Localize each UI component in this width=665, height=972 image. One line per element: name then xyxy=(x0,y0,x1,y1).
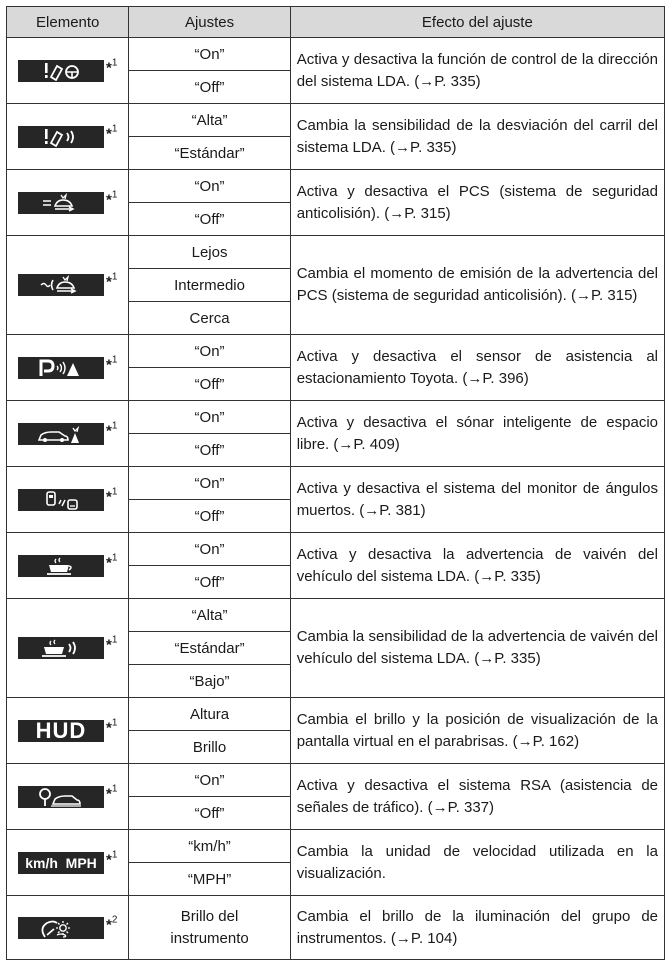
footnote-star: * xyxy=(106,487,112,505)
setting-option: “On” xyxy=(129,467,290,500)
footnote-star: * xyxy=(106,273,112,291)
element-cell xyxy=(7,896,129,960)
table-body xyxy=(7,38,665,960)
footnote-marker xyxy=(106,355,117,373)
footnote-number: 1 xyxy=(111,56,118,68)
setting-option: “Off” xyxy=(129,203,290,236)
lda-sensitivity-icon xyxy=(18,126,104,148)
icon-label: HUD xyxy=(35,717,87,743)
clearance-sonar-icon xyxy=(18,423,104,445)
element-cell xyxy=(7,830,129,896)
settings-table xyxy=(6,6,665,960)
setting-option: Cerca xyxy=(129,302,290,335)
setting-option: “MPH” xyxy=(129,863,290,896)
footnote-marker xyxy=(106,784,117,802)
footnote-marker xyxy=(106,718,117,736)
effect-description: Cambia la sensibilidad de la desviación del carril del sistema LDA. (→P. 335) xyxy=(290,104,664,170)
element-wrap xyxy=(7,698,128,763)
table-row xyxy=(7,401,665,434)
table-row xyxy=(7,896,665,960)
setting-option: “km/h” xyxy=(129,830,290,863)
footnote-number: 1 xyxy=(111,485,118,497)
setting-option: “Off” xyxy=(129,368,290,401)
footnote-number: 1 xyxy=(111,634,118,646)
effect-description: Activa y desactiva la función de control de la dirección del sistema LDA. (→P. 335) xyxy=(290,38,664,104)
element-cell xyxy=(7,38,129,104)
effect-description: Cambia la sensibilidad de la advertencia de vaivén del vehículo del sistema LDA. (→P. 335) xyxy=(290,599,664,698)
footnote-star: * xyxy=(106,124,112,142)
pcs-timing-icon xyxy=(18,274,104,296)
element-wrap xyxy=(7,896,128,959)
footnote-marker xyxy=(106,915,117,933)
footnote-star: * xyxy=(106,718,112,736)
element-cell xyxy=(7,335,129,401)
element-cell xyxy=(7,533,129,599)
element-wrap xyxy=(7,764,128,829)
element-cell xyxy=(7,236,129,335)
footnote-marker xyxy=(106,850,117,868)
table-row xyxy=(7,335,665,368)
element-cell xyxy=(7,104,129,170)
hud-icon xyxy=(18,717,104,743)
speed-unit-icon xyxy=(18,852,104,874)
footnote-marker xyxy=(106,553,117,571)
table-row xyxy=(7,830,665,863)
footnote-star: * xyxy=(106,784,112,802)
sway-sensitivity-icon xyxy=(18,637,104,659)
element-wrap xyxy=(7,335,128,400)
element-wrap xyxy=(7,830,128,895)
effect-description: Activa y desactiva la advertencia de vaivén del vehículo del sistema LDA. (→P. 335) xyxy=(290,533,664,599)
table-row xyxy=(7,104,665,137)
icon-label: km/h MPH xyxy=(25,854,97,871)
element-wrap xyxy=(7,599,128,697)
setting-option: “Estándar” xyxy=(129,137,290,170)
setting-option: “On” xyxy=(129,335,290,368)
setting-option: “On” xyxy=(129,764,290,797)
effect-description: Cambia el momento de emisión de la advertencia del PCS (sistema de seguridad anticolisión). (→P. 315) xyxy=(290,236,664,335)
footnote-star: * xyxy=(106,553,112,571)
setting-option: “On” xyxy=(129,38,290,71)
element-wrap xyxy=(7,38,128,103)
footnote-marker xyxy=(106,272,117,290)
effect-description: Activa y desactiva el sistema RSA (asistencia de señales de tráfico). (→P. 337) xyxy=(290,764,664,830)
setting-option: “Off” xyxy=(129,797,290,830)
element-wrap xyxy=(7,533,128,598)
effect-description: Cambia la unidad de velocidad utilizada en la visualización. xyxy=(290,830,664,896)
setting-option: Lejos xyxy=(129,236,290,269)
element-cell xyxy=(7,467,129,533)
settings-document xyxy=(6,6,665,960)
footnote-star: * xyxy=(106,636,112,654)
element-wrap xyxy=(7,104,128,169)
footnote-number: 1 xyxy=(111,419,118,431)
blind-spot-icon xyxy=(18,489,104,511)
effect-description: Activa y desactiva el sensor de asistencia al estacionamiento Toyota. (→P. 396) xyxy=(290,335,664,401)
setting-option: “Alta” xyxy=(129,599,290,632)
setting-option: “Off” xyxy=(129,434,290,467)
footnote-number: 1 xyxy=(111,271,118,283)
setting-option: Brillo xyxy=(129,731,290,764)
footnote-number: 2 xyxy=(111,913,118,925)
table-row xyxy=(7,698,665,731)
footnote-number: 1 xyxy=(111,551,118,563)
footnote-number: 1 xyxy=(111,122,118,134)
effect-description: Cambia el brillo y la posición de visualización de la pantalla virtual en el parabrisas. (→P. 162) xyxy=(290,698,664,764)
sway-warning-icon xyxy=(18,555,104,577)
setting-option: “Bajo” xyxy=(129,665,290,698)
effect-description: Cambia el brillo de la iluminación del grupo de instrumentos. (→P. 104) xyxy=(290,896,664,960)
setting-option: “Off” xyxy=(129,500,290,533)
effect-description: Activa y desactiva el PCS (sistema de seguridad anticolisión). (→P. 315) xyxy=(290,170,664,236)
setting-option: “On” xyxy=(129,170,290,203)
table-row xyxy=(7,170,665,203)
footnote-star: * xyxy=(106,850,112,868)
footnote-star: * xyxy=(106,421,112,439)
table-row xyxy=(7,599,665,632)
table-row xyxy=(7,38,665,71)
setting-option: “Off” xyxy=(129,566,290,599)
header-row xyxy=(7,7,665,38)
footnote-number: 1 xyxy=(111,188,118,200)
element-cell xyxy=(7,170,129,236)
footnote-marker xyxy=(106,58,117,76)
setting-option: “Estándar” xyxy=(129,632,290,665)
footnote-marker xyxy=(106,487,117,505)
table-row xyxy=(7,764,665,797)
setting-option: “Off” xyxy=(129,71,290,104)
element-wrap xyxy=(7,401,128,466)
element-cell xyxy=(7,698,129,764)
table-row xyxy=(7,236,665,269)
footnote-marker xyxy=(106,421,117,439)
setting-option: Altura xyxy=(129,698,290,731)
footnote-star: * xyxy=(106,190,112,208)
footnote-marker xyxy=(106,124,117,142)
header-element: Elemento xyxy=(7,7,129,38)
table-row xyxy=(7,467,665,500)
footnote-star: * xyxy=(106,915,112,933)
setting-option: “On” xyxy=(129,533,290,566)
element-cell xyxy=(7,599,129,698)
setting-option: Brillo del instrumento xyxy=(129,896,290,960)
setting-option: Intermedio xyxy=(129,269,290,302)
footnote-star: * xyxy=(106,58,112,76)
element-wrap xyxy=(7,467,128,532)
element-cell xyxy=(7,401,129,467)
effect-description: Activa y desactiva el sistema del monitor de ángulos muertos. (→P. 381) xyxy=(290,467,664,533)
footnote-marker xyxy=(106,635,117,653)
element-cell xyxy=(7,764,129,830)
element-wrap xyxy=(7,170,128,235)
footnote-number: 1 xyxy=(111,782,118,794)
footnote-number: 1 xyxy=(111,848,118,860)
element-wrap xyxy=(7,236,128,334)
footnote-star: * xyxy=(106,355,112,373)
setting-option: “Alta” xyxy=(129,104,290,137)
effect-description: Activa y desactiva el sónar inteligente de espacio libre. (→P. 409) xyxy=(290,401,664,467)
footnote-number: 1 xyxy=(111,353,118,365)
instrument-brightness-icon xyxy=(18,917,104,939)
pcs-icon xyxy=(18,192,104,214)
footnote-marker xyxy=(106,190,117,208)
table-row xyxy=(7,533,665,566)
header-settings: Ajustes xyxy=(129,7,290,38)
lda-steering-icon xyxy=(18,60,104,82)
rsa-icon xyxy=(18,786,104,808)
footnote-number: 1 xyxy=(111,716,118,728)
header-effect: Efecto del ajuste xyxy=(290,7,664,38)
setting-option: “On” xyxy=(129,401,290,434)
parking-sensor-icon xyxy=(18,357,104,379)
